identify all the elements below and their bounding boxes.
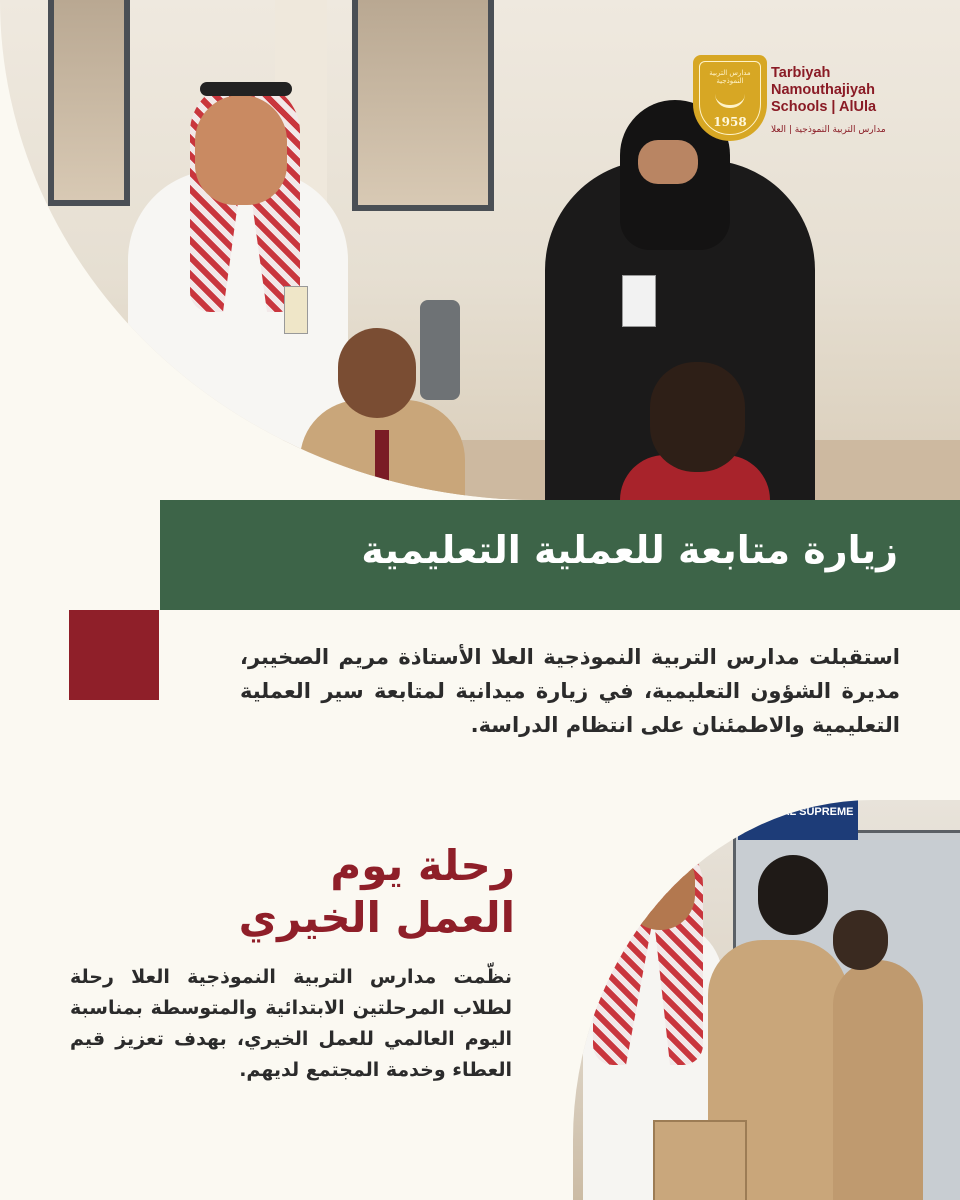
logo-wordmark: [771, 65, 893, 116]
tie: [375, 430, 389, 500]
store-sign: GENERAL SUPREME: [738, 800, 858, 840]
student: [833, 960, 923, 1200]
agal: [200, 82, 292, 96]
logo-line-2: Namouthajiyah: [771, 82, 875, 98]
window: [352, 0, 494, 211]
section2-body: نظّمت مدارس التربية النموذجية العلا رحلة لطلاب المرحلتين الابتدائية والمتوسطة بمناسبة اليوم العالمي للعمل الخيري، بهدف تعزيز قيم العطاء وخدمة المجتمع لديهم.: [70, 966, 512, 1081]
title-banner: [160, 500, 960, 610]
student-head: [650, 362, 745, 472]
logo-emblem-text: مدارس التربية النموذجية: [709, 69, 751, 85]
logo-year: 1958: [713, 115, 747, 129]
school-logo: [693, 55, 893, 147]
man-face: [625, 845, 695, 930]
woman-face: [638, 140, 698, 184]
donation-box: [653, 1120, 747, 1200]
decorative-square: [69, 610, 159, 700]
id-badge: [284, 286, 308, 334]
chair: [420, 300, 460, 400]
id-badge: [622, 275, 656, 327]
student-head: [758, 855, 828, 935]
bottom-photo-charity-trip: [573, 800, 960, 1200]
section1-title: زيارة متابعة للعملية التعليمية: [361, 528, 898, 572]
window: [48, 0, 130, 206]
logo-line-3: Schools | AlUla: [771, 99, 877, 115]
shield-emblem-icon: [693, 55, 767, 141]
logo-arabic-name: مدارس التربية النموذجية | العلا: [771, 125, 886, 135]
student-head: [8, 320, 93, 420]
student-head: [338, 328, 416, 418]
section1-body: استقبلت مدارس التربية النموذجية العلا الأستاذة مريم الصخيبر، مديرة الشؤون التعليمية، في زيارة ميدانية لمتابعة سير العملية التعليمية والاطمئنان على انتظام الدراسة.: [240, 645, 900, 737]
section2-title: رحلة يوم العمل الخيري: [238, 841, 515, 942]
man-face: [195, 95, 287, 205]
student-head: [833, 910, 888, 970]
logo-line-1: Tarbiyah: [771, 65, 831, 81]
